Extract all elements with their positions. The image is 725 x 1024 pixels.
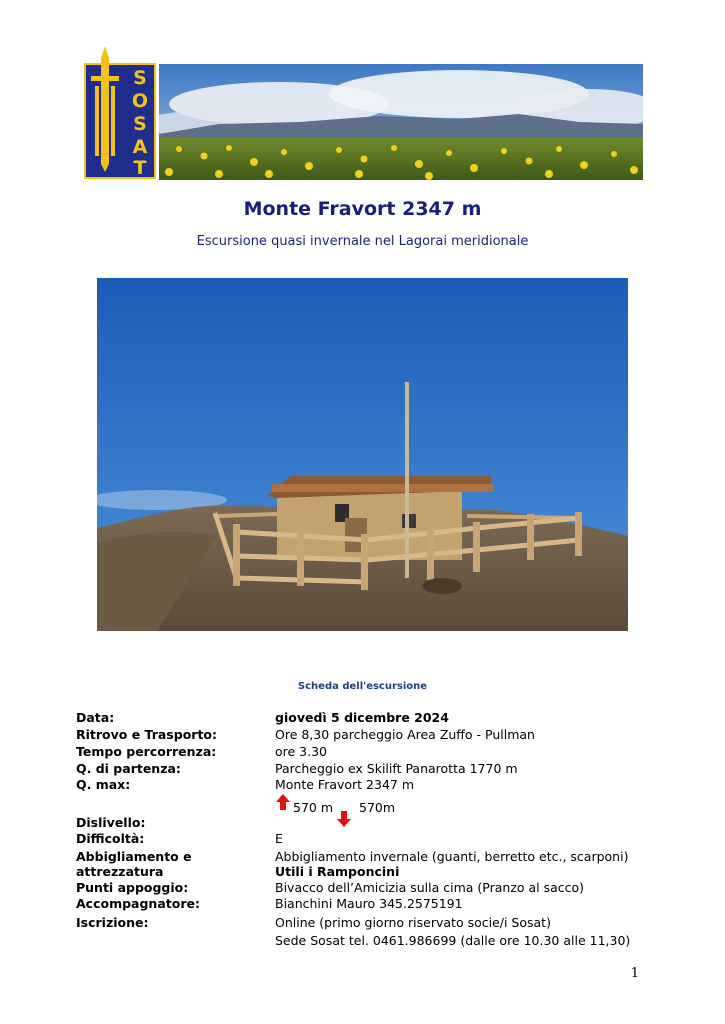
label-difficolta: Difficoltà: [76, 831, 145, 846]
value-dislivello-down: 570m [359, 800, 396, 815]
page-title: Monte Fravort 2347 m [243, 198, 482, 220]
bivacco-photo [97, 278, 628, 631]
label-iscrizione: Iscrizione: [76, 915, 149, 930]
label-abbigliamento-2: attrezzatura [76, 864, 164, 879]
label-abbigliamento-1: Abbigliamento e [76, 849, 192, 864]
page-subtitle: Escursione quasi invernale nel Lagorai meridionale [196, 234, 529, 249]
value-iscrizione-1: Online (primo giorno riservato socie/i Sosat) [275, 915, 551, 930]
svg-text:S: S [133, 113, 147, 135]
value-attrezzatura: Utili i Ramponcini [275, 864, 400, 879]
svg-text:T: T [133, 157, 147, 179]
label-partenza: Q. di partenza: [76, 761, 181, 776]
value-data: giovedì 5 dicembre 2024 [275, 710, 449, 725]
label-qmax: Q. max: [76, 777, 131, 792]
svg-text:A: A [132, 136, 148, 158]
page-number: 1 [630, 966, 639, 981]
label-tempo: Tempo percorrenza: [76, 744, 217, 759]
value-appoggio: Bivacco dell’Amicizia sulla cima (Pranzo al sacco) [275, 880, 585, 895]
sosat-logo [83, 46, 157, 180]
label-dislivello: Dislivello: [76, 815, 146, 830]
value-accompagnatore: Bianchini Mauro 345.2575191 [275, 896, 463, 911]
value-iscrizione-2: Sede Sosat tel. 0461.986699 (dalle ore 10.30 alle 11,30) [275, 933, 631, 948]
label-appoggio: Punti appoggio: [76, 880, 189, 895]
arrow-down-icon [337, 811, 351, 827]
banner-photo [159, 64, 643, 180]
value-difficolta: E [275, 831, 283, 846]
label-ritrovo: Ritrovo e Trasporto: [76, 727, 218, 742]
arrow-up-icon [276, 794, 290, 810]
value-ritrovo: Ore 8,30 parcheggio Area Zuffo - Pullman [275, 727, 535, 742]
svg-text:S: S [133, 67, 147, 89]
value-qmax: Monte Fravort 2347 m [275, 777, 415, 792]
value-partenza: Parcheggio ex Skilift Panarotta 1770 m [275, 761, 518, 776]
value-dislivello-up: 570 m [293, 800, 334, 815]
svg-text:O: O [131, 90, 149, 112]
section-heading: Scheda dell'escursione [297, 681, 428, 692]
value-tempo: ore 3.30 [275, 744, 328, 759]
label-accompagnatore: Accompagnatore: [76, 896, 200, 911]
label-data: Data: [76, 710, 115, 725]
value-abbigliamento: Abbigliamento invernale (guanti, berretto etc., scarponi) [275, 849, 629, 864]
